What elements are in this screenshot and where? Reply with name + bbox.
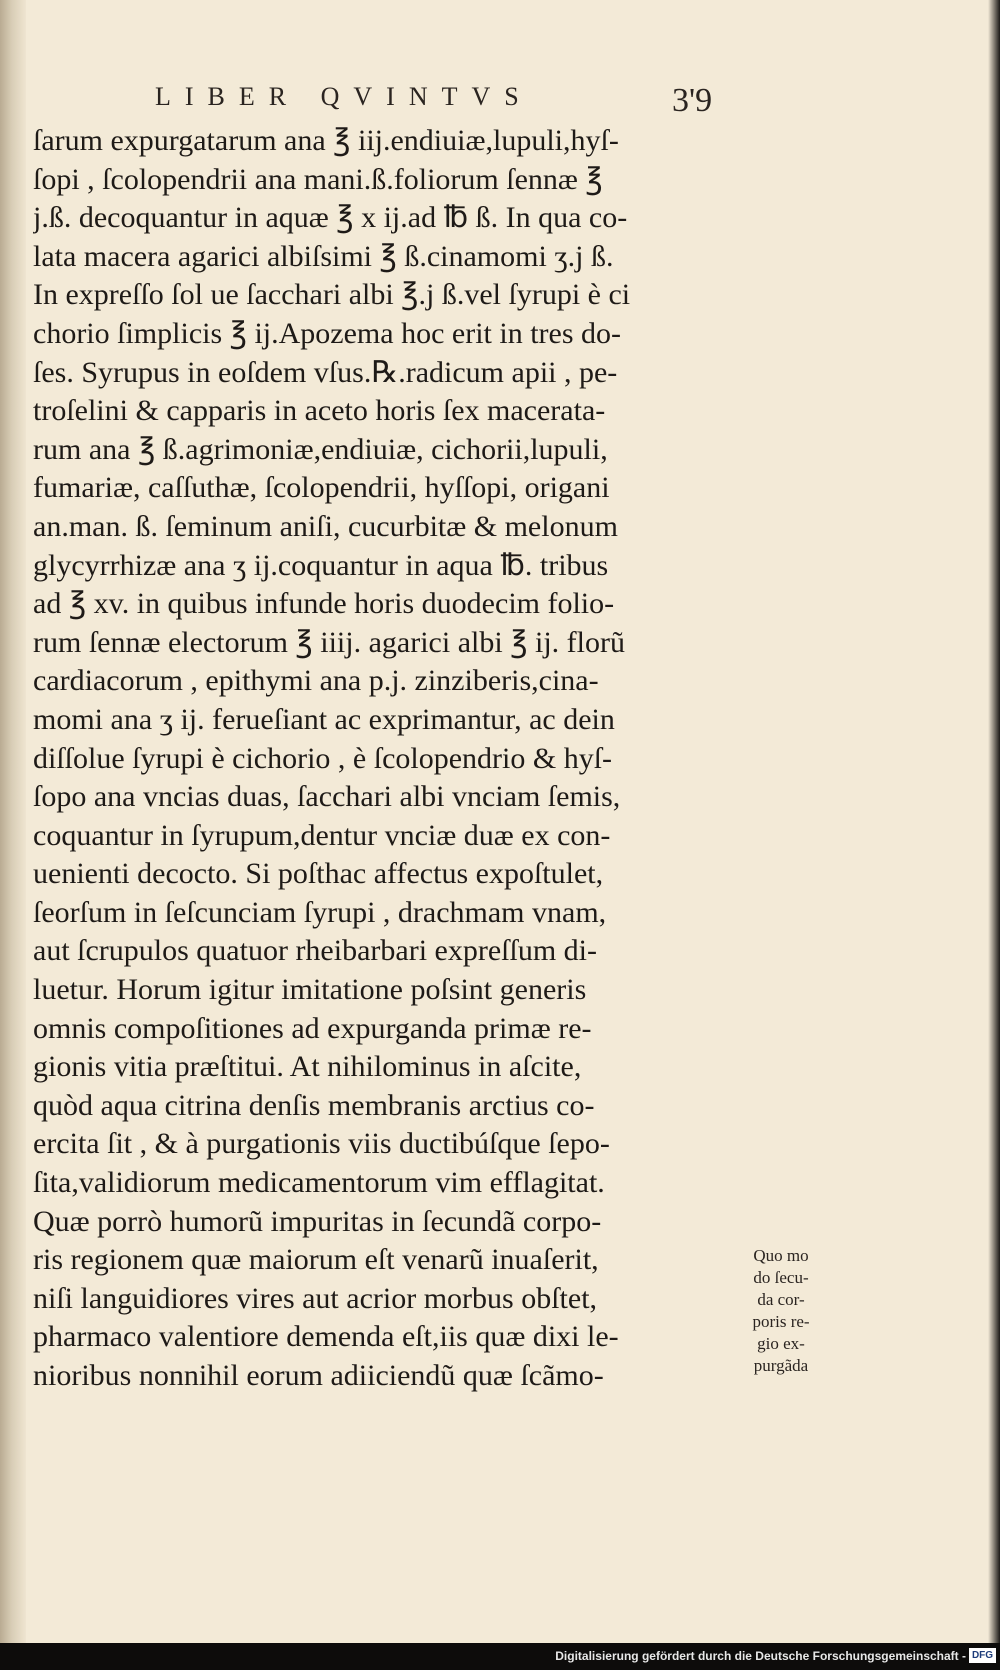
text-line: diſſolue ſyrupi è cichorio , è ſcolopendrio & hyſ- bbox=[33, 741, 613, 775]
text-line: cardiacorum , epithymi ana p.j. zinziberis,cina- bbox=[33, 664, 599, 698]
text-line: quòd aqua citrina denſis membranis arctius co- bbox=[33, 1088, 595, 1122]
text-line: glycyrrhizæ ana ʒ ij.coquantur in aqua ℔. tribus bbox=[33, 548, 609, 582]
text-line: uenienti decocto. Si poſthac affectus expoſtulet, bbox=[33, 857, 604, 891]
page-edge-shadow bbox=[988, 0, 1000, 1643]
text-line: ris regionem quæ maiorum eſt venarũ inuaſerit, bbox=[33, 1243, 599, 1277]
text-line: ſes. Syrupus in eoſdem vſus.℞.radicum apii , pe- bbox=[33, 355, 618, 389]
margin-note-line: purgãda bbox=[753, 1356, 809, 1375]
text-line: ad ℥ xv. in quibus infunde horis duodecim folio- bbox=[33, 587, 615, 621]
text-line: Quæ porrò humorũ impuritas in ſecundã corpo- bbox=[33, 1204, 602, 1238]
text-line: rum ſennæ electorum ℥ iiij. agarici albi ℥ ij. florũ bbox=[33, 625, 626, 659]
text-line: ercita ſit , & à purgationis viis ductibúſque ſepo- bbox=[33, 1127, 610, 1161]
margin-note-line: da cor- bbox=[757, 1290, 805, 1309]
text-line: niſi languidiores vires aut acrior morbus obſtet, bbox=[33, 1281, 598, 1315]
text-line: luetur. Horum igitur imitatione poſsint generis bbox=[33, 973, 587, 1007]
funding-credit: Digitalisierung gefördert durch die Deutsche Forschungsgemeinschaft - bbox=[555, 1649, 966, 1663]
margin-note bbox=[735, 1245, 827, 1377]
text-line: ſopo ana vncias duas, ſacchari albi vnciam ſemis, bbox=[33, 780, 621, 814]
text-line: fumariæ, caſſuthæ, ſcolopendrii, hyſſopi, origani bbox=[33, 471, 610, 505]
text-line: pharmaco valentiore demenda eſt,iis quæ dixi le- bbox=[33, 1320, 619, 1354]
text-line: ſopi , ſcolopendrii ana mani.ß.foliorum ſennæ ℥ bbox=[33, 162, 603, 196]
body-text bbox=[33, 122, 733, 1396]
text-line: ſita,validiorum medicamentorum vim efflagitat. bbox=[33, 1166, 605, 1200]
text-line: gionis vitia præſtitui. At nihilominus in aſcite, bbox=[33, 1050, 582, 1084]
text-line: ſeorſum in ſeſcunciam ſyrupi , drachmam vnam, bbox=[33, 895, 607, 929]
text-line: rum ana ℥ ß.agrimoniæ,endiuiæ, cichorii,lupuli, bbox=[33, 432, 608, 466]
text-line: omnis compoſitiones ad expurganda primæ re- bbox=[33, 1011, 592, 1045]
text-line: aut ſcrupulos quatuor rheibarbari expreſſum di- bbox=[33, 934, 597, 968]
text-line: chorio ſimplicis ℥ ij.Apozema hoc erit in tres do- bbox=[33, 316, 622, 350]
text-line: troſelini & capparis in aceto horis ſex macerata- bbox=[33, 394, 606, 428]
running-head: LIBER QVINTVS bbox=[155, 82, 533, 111]
margin-note-line: Quo mo bbox=[753, 1246, 809, 1265]
text-line: In expreſſo ſol ue ſacchari albi ℥.j ß.vel ſyrupi è ci bbox=[33, 278, 631, 312]
margin-note-line: gio ex- bbox=[757, 1334, 805, 1353]
text-line: j.ß. decoquantur in aquæ ℥ x ij.ad ℔ ß. In qua co- bbox=[33, 201, 628, 235]
text-line: momi ana ʒ ij. ferueſiant ac exprimantur, ac dein bbox=[33, 702, 615, 736]
margin-note-line: do ſecu- bbox=[753, 1268, 809, 1287]
margin-note-line: poris re- bbox=[752, 1312, 810, 1331]
text-line: lata macera agarici albiſsimi ℥ ß.cinamomi ʒ.j ß. bbox=[33, 239, 614, 273]
footer-bar bbox=[0, 1643, 1000, 1670]
text-line: nioribus nonnihil eorum adiiciendũ quæ ſcãmo- bbox=[33, 1359, 604, 1392]
dfg-logo-icon: DFG bbox=[969, 1648, 996, 1663]
text-line: ſarum expurgatarum ana ℥ iij.endiuiæ,lupuli,hyſ- bbox=[33, 124, 619, 157]
text-line: an.man. ß. ſeminum aniſi, cucurbitæ & melonum bbox=[33, 509, 618, 543]
page-gutter bbox=[0, 0, 26, 1643]
page-number: 3'9 bbox=[672, 82, 713, 119]
text-line: coquantur in ſyrupum,dentur vnciæ duæ ex con- bbox=[33, 818, 611, 852]
